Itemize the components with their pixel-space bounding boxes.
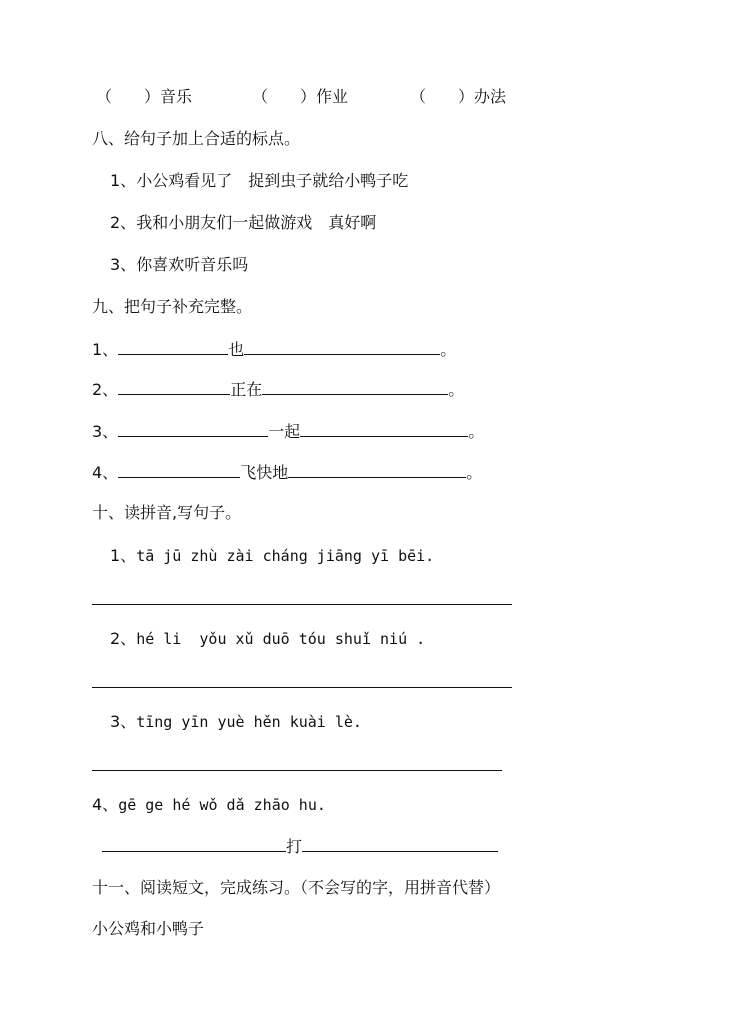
pinyin-text: tīng yīn yuè hěn kuài lè. — [136, 713, 362, 731]
fill-blank[interactable] — [288, 461, 466, 478]
section9-item-1 — [92, 338, 456, 361]
word-2: 作业 — [316, 87, 349, 106]
section9-item-3 — [92, 420, 484, 443]
keyword: 飞快地 — [240, 463, 289, 482]
paren-blank-1[interactable]: （ ） — [96, 87, 161, 106]
fill-blank[interactable] — [102, 835, 286, 852]
section8-item-3 — [110, 254, 248, 276]
pinyin-text: hé li yǒu xǔ duō tóu shuǐ niú . — [136, 630, 426, 648]
item-num: 1、 — [110, 546, 137, 565]
section10-title: 十、读拼音,写句子。 — [92, 503, 242, 522]
answer-line[interactable] — [92, 604, 512, 605]
pinyin-text: gē ge hé wǒ dǎ zhāo hu. — [118, 796, 326, 814]
section9-item-4 — [92, 461, 482, 484]
section10-item-4 — [92, 794, 326, 816]
fill-blank[interactable] — [302, 835, 498, 852]
top-row — [96, 86, 192, 108]
item-num: 3、 — [92, 422, 119, 441]
answer-line[interactable] — [92, 770, 502, 771]
section10-item-4-answer — [102, 835, 498, 858]
keyword: 也 — [228, 340, 245, 359]
item-num: 2、 — [110, 213, 137, 232]
sentence-part-a: 我和小朋友们一起做游戏 — [136, 213, 313, 232]
fill-blank[interactable] — [118, 420, 268, 437]
item-num: 2、 — [110, 629, 137, 648]
keyword: 正在 — [230, 380, 263, 399]
sentence-part-a: 小公鸡看见了 — [136, 171, 233, 190]
section11-title: 十一、阅读短文，完成练习。（不会写的字，用拼音代替） — [92, 878, 501, 897]
period: 。 — [440, 340, 457, 359]
fill-blank[interactable] — [300, 420, 468, 437]
story-title: 小公鸡和小鸭子 — [92, 919, 205, 938]
item-num: 1、 — [92, 340, 119, 359]
section8-item-2 — [110, 212, 376, 234]
top-row-item-2 — [252, 86, 348, 108]
answer-line[interactable] — [92, 687, 512, 688]
paren-blank-2[interactable]: （ ） — [252, 87, 317, 106]
paren-blank-3[interactable]: （ ） — [410, 87, 475, 106]
fill-blank[interactable] — [118, 338, 228, 355]
fill-blank[interactable] — [244, 338, 440, 355]
item-num: 2、 — [92, 380, 119, 399]
word-3: 办法 — [474, 87, 507, 106]
item-num: 4、 — [92, 795, 119, 814]
keyword: 一起 — [268, 422, 301, 441]
section10-item-2 — [110, 628, 425, 650]
section9-title: 九、把句子补充完整。 — [92, 297, 253, 316]
keyword: 打 — [286, 837, 303, 856]
item-num: 1、 — [110, 171, 137, 190]
top-row-item-3 — [410, 86, 506, 108]
section8-item-1 — [110, 170, 408, 192]
sentence-part-b: 捉到虫子就给小鸭子吃 — [248, 171, 409, 190]
fill-blank[interactable] — [118, 378, 230, 395]
period: 。 — [468, 422, 485, 441]
period: 。 — [448, 380, 465, 399]
section10-item-3 — [110, 711, 362, 733]
section8-title: 八、给句子加上合适的标点。 — [92, 129, 301, 148]
item-num: 3、 — [110, 255, 137, 274]
pinyin-text: tā jū zhù zài cháng jiāng yī bēi. — [136, 547, 435, 565]
item-num: 3、 — [110, 712, 137, 731]
sentence-part-b: 真好啊 — [328, 213, 377, 232]
section9-item-2 — [92, 378, 464, 401]
period: 。 — [466, 463, 483, 482]
fill-blank[interactable] — [118, 461, 240, 478]
word-1: 音乐 — [160, 87, 193, 106]
item-num: 4、 — [92, 463, 119, 482]
section10-item-1 — [110, 545, 434, 567]
fill-blank[interactable] — [262, 378, 448, 395]
sentence-part-a: 你喜欢听音乐吗 — [136, 255, 249, 274]
